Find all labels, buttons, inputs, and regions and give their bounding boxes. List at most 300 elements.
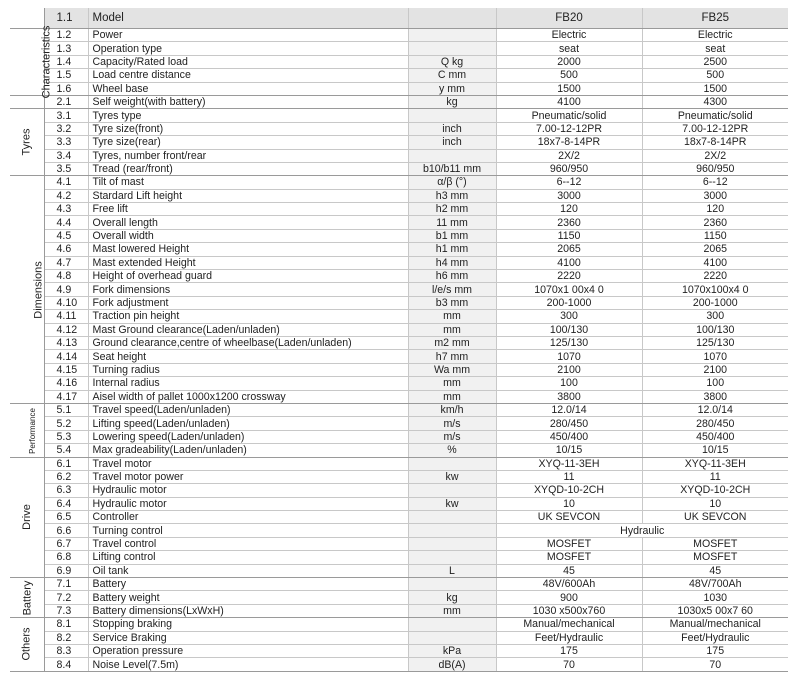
row-unit: [408, 484, 496, 497]
row-value-fb20: 175: [496, 644, 642, 657]
row-value-fb25: MOSFET: [642, 537, 788, 550]
row-item: Power: [88, 29, 408, 42]
row-value-fb20: 960/950: [496, 162, 642, 175]
row-value-fb25: 280/450: [642, 417, 788, 430]
row-number: 8.3: [44, 644, 88, 657]
row-value-fb25: 1150: [642, 229, 788, 242]
table-row: [10, 122, 788, 135]
table-row: [10, 109, 788, 122]
row-value-fb20: 100: [496, 377, 642, 390]
row-value-fb25: Feet/Hydraulic: [642, 631, 788, 644]
row-unit: l/e/s mm: [408, 283, 496, 296]
row-value-fb25: 3800: [642, 390, 788, 403]
row-unit: mm: [408, 377, 496, 390]
row-item: Lowering speed(Laden/unladen): [88, 430, 408, 443]
row-number: 3.1: [44, 109, 88, 122]
row-value-fb20: 4100: [496, 256, 642, 269]
row-number: 6.4: [44, 497, 88, 510]
header-num: 1.1: [44, 8, 88, 29]
row-item: Capacity/Rated load: [88, 55, 408, 68]
table-row: [10, 363, 788, 376]
row-unit: dB(A): [408, 658, 496, 671]
row-unit: [408, 42, 496, 55]
table-row: [10, 176, 788, 189]
row-unit: km/h: [408, 403, 496, 416]
row-unit: inch: [408, 136, 496, 149]
row-value-fb25: UK SEVCON: [642, 511, 788, 524]
row-value-fb25: Pneumatic/solid: [642, 109, 788, 122]
table-row: [10, 444, 788, 457]
row-number: 4.8: [44, 270, 88, 283]
table-row: [10, 296, 788, 309]
row-item: Operation type: [88, 42, 408, 55]
row-unit: m2 mm: [408, 336, 496, 349]
row-unit: h7 mm: [408, 350, 496, 363]
row-item: Overall width: [88, 229, 408, 242]
row-value-fb20: 2360: [496, 216, 642, 229]
row-unit: b10/b11 mm: [408, 162, 496, 175]
row-value-fb20: 300: [496, 310, 642, 323]
table-row: [10, 578, 788, 591]
row-value-fb20: 6--12: [496, 176, 642, 189]
table-row: [10, 417, 788, 430]
row-value-fb20: 12.0/14: [496, 403, 642, 416]
row-unit: [408, 29, 496, 42]
row-unit: mm: [408, 390, 496, 403]
row-unit: kg: [408, 95, 496, 108]
row-number: 1.4: [44, 55, 88, 68]
row-number: 1.3: [44, 42, 88, 55]
table-row: [10, 604, 788, 617]
row-number: 4.3: [44, 203, 88, 216]
row-value-fb25: 2220: [642, 270, 788, 283]
row-item: Overall length: [88, 216, 408, 229]
row-value-fb20: XYQ-11-3EH: [496, 457, 642, 470]
row-item: Tyre size(front): [88, 122, 408, 135]
table-row: [10, 470, 788, 483]
row-value-fb25: 1070x100x4 0: [642, 283, 788, 296]
row-number: 3.3: [44, 136, 88, 149]
row-value-fb20: 1070x1 00x4 0: [496, 283, 642, 296]
row-value-fb20: 450/400: [496, 430, 642, 443]
header-model-label: Model: [88, 8, 408, 29]
table-row: [10, 69, 788, 82]
row-unit: mm: [408, 604, 496, 617]
row-value-fb25: 7.00-12-12PR: [642, 122, 788, 135]
category-cell: [10, 618, 44, 672]
row-unit: kg: [408, 591, 496, 604]
row-number: 6.5: [44, 511, 88, 524]
row-value-fb25: 1070: [642, 350, 788, 363]
category-label: Performance: [27, 407, 37, 454]
row-item: Internal radius: [88, 377, 408, 390]
row-value-fb25: 200-1000: [642, 296, 788, 309]
table-row: [10, 95, 788, 108]
row-value-fb25: 1500: [642, 82, 788, 95]
row-value-fb20: 2100: [496, 363, 642, 376]
row-unit: Wa mm: [408, 363, 496, 376]
row-value-fb20: 1500: [496, 82, 642, 95]
table-row: [10, 336, 788, 349]
row-number: 3.2: [44, 122, 88, 135]
row-unit: kw: [408, 470, 496, 483]
row-item: Tyres type: [88, 109, 408, 122]
row-number: 4.12: [44, 323, 88, 336]
row-item: Seat height: [88, 350, 408, 363]
table-row: [10, 511, 788, 524]
row-item: Tilt of mast: [88, 176, 408, 189]
row-number: 6.6: [44, 524, 88, 537]
row-unit: [408, 631, 496, 644]
row-number: 7.3: [44, 604, 88, 617]
row-value-fb20: 120: [496, 203, 642, 216]
category-label: Drive: [20, 504, 33, 531]
row-value-fb25: 3000: [642, 189, 788, 202]
row-item: Tread (rear/front): [88, 162, 408, 175]
row-number: 6.2: [44, 470, 88, 483]
row-item: Battery weight: [88, 591, 408, 604]
row-number: 6.3: [44, 484, 88, 497]
row-number: 4.10: [44, 296, 88, 309]
row-number: 4.13: [44, 336, 88, 349]
table-row: [10, 149, 788, 162]
row-value-fb25: 2065: [642, 243, 788, 256]
table-row: [10, 82, 788, 95]
category-cell: [10, 95, 44, 108]
row-unit: α/β (°): [408, 176, 496, 189]
row-value-fb25: 125/130: [642, 336, 788, 349]
row-unit: y mm: [408, 82, 496, 95]
table-row: [10, 658, 788, 671]
table-row: [10, 283, 788, 296]
row-unit: L: [408, 564, 496, 577]
row-number: 6.7: [44, 537, 88, 550]
row-item: Stopping braking: [88, 618, 408, 631]
row-value-fb25: 120: [642, 203, 788, 216]
row-item: Turning control: [88, 524, 408, 537]
row-value-fb25: 960/950: [642, 162, 788, 175]
category-cell: [10, 457, 44, 578]
row-item: Wheel base: [88, 82, 408, 95]
row-value-fb25: 450/400: [642, 430, 788, 443]
row-value-fb20: XYQD-10-2CH: [496, 484, 642, 497]
row-value-fb20: 70: [496, 658, 642, 671]
row-value-fb25: Electric: [642, 29, 788, 42]
row-unit: [408, 511, 496, 524]
table-row: [10, 591, 788, 604]
category-label: Tyres: [20, 128, 33, 156]
row-value-fb20: 11: [496, 470, 642, 483]
row-value-fb20: 1030 x500x760: [496, 604, 642, 617]
row-unit: [408, 578, 496, 591]
row-unit: 11 mm: [408, 216, 496, 229]
header-unit: [408, 8, 496, 29]
row-value-fb25: 2360: [642, 216, 788, 229]
row-unit: kw: [408, 497, 496, 510]
row-unit: [408, 149, 496, 162]
table-row: [10, 323, 788, 336]
row-unit: [408, 537, 496, 550]
row-number: 5.1: [44, 403, 88, 416]
row-unit: b3 mm: [408, 296, 496, 309]
row-number: 1.2: [44, 29, 88, 42]
row-unit: inch: [408, 122, 496, 135]
row-item: Tyres, number front/rear: [88, 149, 408, 162]
row-value-fb20: 2000: [496, 55, 642, 68]
row-number: 7.2: [44, 591, 88, 604]
row-number: 6.1: [44, 457, 88, 470]
row-item: Hydraulic motor: [88, 484, 408, 497]
category-label: Others: [20, 627, 33, 661]
table-row: [10, 310, 788, 323]
table-row: [10, 270, 788, 283]
row-unit: h1 mm: [408, 243, 496, 256]
row-value-fb25: XYQ-11-3EH: [642, 457, 788, 470]
row-item: Service Braking: [88, 631, 408, 644]
header-fb25: FB25: [642, 8, 788, 29]
row-item: Controller: [88, 511, 408, 524]
row-value-fb25: 45: [642, 564, 788, 577]
row-number: 8.4: [44, 658, 88, 671]
row-unit: [408, 618, 496, 631]
row-value-fb20: 10: [496, 497, 642, 510]
row-unit: [408, 457, 496, 470]
header-fb20: FB20: [496, 8, 642, 29]
row-number: 4.4: [44, 216, 88, 229]
row-value-fb25: 4100: [642, 256, 788, 269]
row-number: 5.2: [44, 417, 88, 430]
row-number: 8.1: [44, 618, 88, 631]
row-unit: mm: [408, 323, 496, 336]
row-value-fb25: 70: [642, 658, 788, 671]
row-value-fb20: 48V/600Ah: [496, 578, 642, 591]
category-cell: [10, 578, 44, 618]
row-item: Noise Level(7.5m): [88, 658, 408, 671]
row-value-fb20: MOSFET: [496, 551, 642, 564]
row-value-fb20: MOSFET: [496, 537, 642, 550]
row-item: Lifting control: [88, 551, 408, 564]
row-value-fb20: 10/15: [496, 444, 642, 457]
spec-table-body: [10, 8, 788, 671]
row-number: 4.5: [44, 229, 88, 242]
row-item: Operation pressure: [88, 644, 408, 657]
table-row: [10, 537, 788, 550]
row-value-fb20: 500: [496, 69, 642, 82]
row-item: Travel motor: [88, 457, 408, 470]
table-row: [10, 189, 788, 202]
row-value-fb25: 6--12: [642, 176, 788, 189]
table-row: [10, 430, 788, 443]
row-value-fb25: 100: [642, 377, 788, 390]
row-value-fb25: 175: [642, 644, 788, 657]
row-item: Mast lowered Height: [88, 243, 408, 256]
table-row: [10, 497, 788, 510]
row-unit: h3 mm: [408, 189, 496, 202]
row-number: 4.1: [44, 176, 88, 189]
row-value-fb20: UK SEVCON: [496, 511, 642, 524]
table-row: [10, 484, 788, 497]
row-number: 3.4: [44, 149, 88, 162]
row-item: Stardard Lift height: [88, 189, 408, 202]
row-number: 6.9: [44, 564, 88, 577]
row-value-fb25: 4300: [642, 95, 788, 108]
row-value-fb25: 500: [642, 69, 788, 82]
row-value-fb25: seat: [642, 42, 788, 55]
row-value-fb25: MOSFET: [642, 551, 788, 564]
row-item: Mast Ground clearance(Laden/unladen): [88, 323, 408, 336]
row-item: Load centre distance: [88, 69, 408, 82]
row-value-fb20: 45: [496, 564, 642, 577]
row-unit: Q kg: [408, 55, 496, 68]
row-value-fb20: 1150: [496, 229, 642, 242]
row-item: Battery dimensions(LxWxH): [88, 604, 408, 617]
row-value-fb25: 2100: [642, 363, 788, 376]
row-item: Mast extended Height: [88, 256, 408, 269]
row-unit: b1 mm: [408, 229, 496, 242]
table-header-row: [10, 8, 788, 29]
row-number: 2.1: [44, 95, 88, 108]
row-unit: [408, 524, 496, 537]
row-value-fb25: 300: [642, 310, 788, 323]
category-label: Battery: [21, 580, 34, 616]
row-value-fb25: 10/15: [642, 444, 788, 457]
row-value-fb20: 100/130: [496, 323, 642, 336]
row-unit: mm: [408, 310, 496, 323]
table-row: [10, 524, 788, 537]
row-value-fb25: 100/130: [642, 323, 788, 336]
table-row: [10, 29, 788, 42]
table-row: [10, 551, 788, 564]
row-value-fb25: 10: [642, 497, 788, 510]
row-unit: h6 mm: [408, 270, 496, 283]
row-unit: [408, 109, 496, 122]
row-value-fb20: 2X/2: [496, 149, 642, 162]
row-unit: kPa: [408, 644, 496, 657]
row-number: 4.16: [44, 377, 88, 390]
row-value-fb20: 1070: [496, 350, 642, 363]
row-number: 4.14: [44, 350, 88, 363]
row-number: 4.2: [44, 189, 88, 202]
table-row: [10, 216, 788, 229]
row-item: Hydraulic motor: [88, 497, 408, 510]
row-item: Battery: [88, 578, 408, 591]
row-number: 7.1: [44, 578, 88, 591]
row-unit: C mm: [408, 69, 496, 82]
table-row: [10, 618, 788, 631]
row-item: Ground clearance,centre of wheelbase(Laden/unladen): [88, 336, 408, 349]
row-item: Lifting speed(Laden/unladen): [88, 417, 408, 430]
row-item: Fork dimensions: [88, 283, 408, 296]
row-value-fb20: 3000: [496, 189, 642, 202]
category-cell: [10, 403, 44, 457]
row-item: Travel speed(Laden/unladen): [88, 403, 408, 416]
category-label: Characteristics: [40, 25, 53, 99]
row-number: 4.15: [44, 363, 88, 376]
row-unit: %: [408, 444, 496, 457]
row-value-fb20: 125/130: [496, 336, 642, 349]
row-item: Max gradeability(Laden/unladen): [88, 444, 408, 457]
row-number: 1.5: [44, 69, 88, 82]
row-value-fb20: 18x7-8-14PR: [496, 136, 642, 149]
row-value-fb25: 1030: [642, 591, 788, 604]
row-item: Traction pin height: [88, 310, 408, 323]
row-value-fb20: 280/450: [496, 417, 642, 430]
row-value-fb20: Feet/Hydraulic: [496, 631, 642, 644]
row-number: 8.2: [44, 631, 88, 644]
table-row: [10, 350, 788, 363]
row-value-fb20: 2065: [496, 243, 642, 256]
row-item: Turning radius: [88, 363, 408, 376]
table-row: [10, 42, 788, 55]
row-item: Self weight(with battery): [88, 95, 408, 108]
table-row: [10, 457, 788, 470]
category-cell: [10, 25, 53, 99]
table-row: [10, 55, 788, 68]
header-spacer: [10, 8, 44, 29]
table-row: [10, 229, 788, 242]
row-value-fb20: seat: [496, 42, 642, 55]
row-number: 5.4: [44, 444, 88, 457]
row-unit: m/s: [408, 430, 496, 443]
table-row: [10, 644, 788, 657]
row-value-fb25: Manual/mechanical: [642, 618, 788, 631]
row-item: Free lift: [88, 203, 408, 216]
row-value-fb20: Pneumatic/solid: [496, 109, 642, 122]
row-unit: h2 mm: [408, 203, 496, 216]
row-value-fb25: 1030x5 00x7 60: [642, 604, 788, 617]
row-item: Tyre size(rear): [88, 136, 408, 149]
row-value-fb25: 2X/2: [642, 149, 788, 162]
category-label: Dimensions: [32, 260, 45, 319]
row-item: Aisel width of pallet 1000x1200 crossway: [88, 390, 408, 403]
row-value-merged: Hydraulic: [496, 524, 788, 537]
row-value-fb20: 200-1000: [496, 296, 642, 309]
table-row: [10, 377, 788, 390]
table-row: [10, 403, 788, 416]
row-value-fb20: 7.00-12-12PR: [496, 122, 642, 135]
row-value-fb25: 12.0/14: [642, 403, 788, 416]
table-row: [10, 390, 788, 403]
category-cell: [10, 109, 44, 176]
row-value-fb20: Electric: [496, 29, 642, 42]
row-item: Oil tank: [88, 564, 408, 577]
table-row: [10, 256, 788, 269]
category-cell: [10, 176, 44, 404]
row-value-fb20: Manual/mechanical: [496, 618, 642, 631]
row-value-fb20: 4100: [496, 95, 642, 108]
table-row: [10, 243, 788, 256]
row-unit: h4 mm: [408, 256, 496, 269]
row-number: 4.7: [44, 256, 88, 269]
row-item: Travel motor power: [88, 470, 408, 483]
row-number: 5.3: [44, 430, 88, 443]
row-value-fb20: 2220: [496, 270, 642, 283]
row-item: Travel control: [88, 537, 408, 550]
table-row: [10, 136, 788, 149]
table-row: [10, 631, 788, 644]
row-number: 1.6: [44, 82, 88, 95]
row-number: 4.9: [44, 283, 88, 296]
spec-table: [10, 8, 788, 672]
row-value-fb25: 2500: [642, 55, 788, 68]
table-row: [10, 203, 788, 216]
row-value-fb20: 3800: [496, 390, 642, 403]
row-number: 3.5: [44, 162, 88, 175]
row-value-fb20: 900: [496, 591, 642, 604]
table-row: [10, 162, 788, 175]
row-item: Height of overhead guard: [88, 270, 408, 283]
row-number: 4.11: [44, 310, 88, 323]
